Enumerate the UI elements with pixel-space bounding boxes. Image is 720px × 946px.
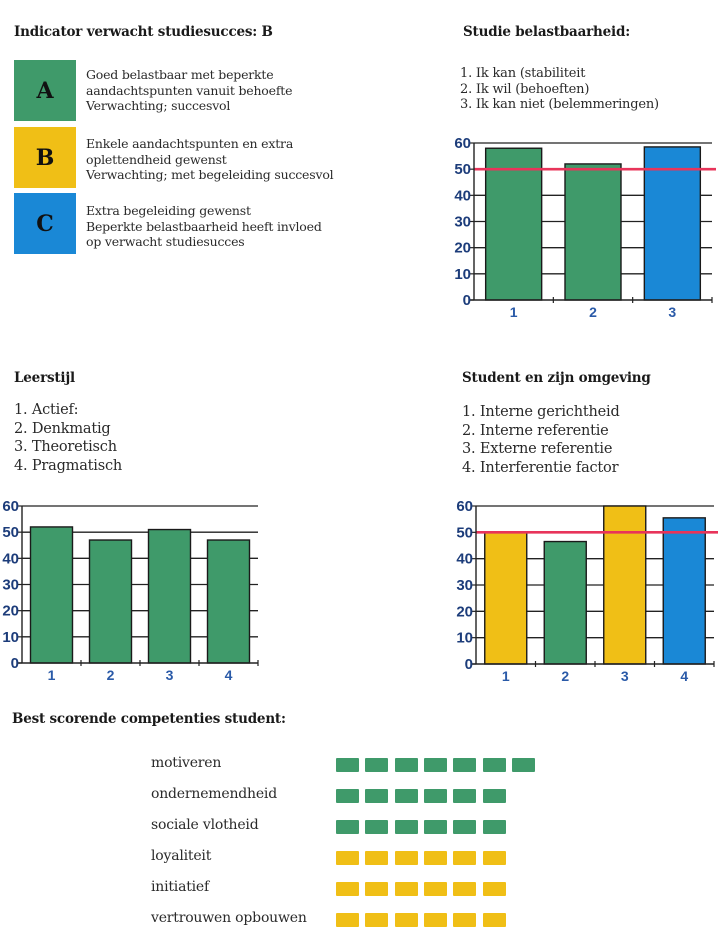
- bar: [663, 518, 705, 664]
- list-item: 4. Pragmatisch: [14, 457, 123, 474]
- score-block: [424, 789, 447, 803]
- legend-line: Goed belastbaar met beperkte: [86, 67, 274, 82]
- legend-letter-b: B: [35, 144, 55, 171]
- list-item: 3. Theoretisch: [14, 439, 117, 455]
- score-block: [453, 758, 476, 772]
- y-tick-label: 0: [10, 655, 19, 672]
- x-tick-label: 3: [620, 668, 629, 684]
- bar: [90, 540, 132, 663]
- competentie-label: sociale vlotheid: [151, 817, 259, 833]
- score-block: [336, 789, 359, 803]
- legend-line: Enkele aandachtspunten en extra: [86, 136, 294, 151]
- omgeving-chart: [440, 490, 720, 690]
- score-block: [453, 851, 476, 865]
- score-block: [512, 758, 535, 772]
- competentie-label: vertrouwen opbouwen: [151, 910, 307, 926]
- y-tick-label: 20: [456, 603, 473, 621]
- bar: [544, 542, 586, 664]
- score-block: [483, 851, 506, 865]
- legend-box-a: [14, 60, 76, 121]
- list-item: 1. Interne gerichtheid: [462, 404, 620, 420]
- score-block: [365, 758, 388, 772]
- score-block: [453, 820, 476, 834]
- score-block: [424, 758, 447, 772]
- legend-text-b: [86, 136, 333, 183]
- belastbaarheid-list: [460, 66, 659, 113]
- score-block: [395, 913, 418, 927]
- competentie-label: motiveren: [151, 755, 222, 771]
- list-item: 2. Interne referentie: [462, 422, 609, 439]
- list-item: 1. Actief:: [14, 402, 79, 418]
- y-tick-label: 10: [454, 265, 471, 283]
- legend-line: oplettendheid gewenst: [86, 151, 227, 167]
- y-tick-label: 60: [454, 135, 471, 152]
- score-block: [395, 758, 418, 772]
- score-block: [424, 882, 447, 896]
- score-block: [395, 789, 418, 803]
- score-block: [395, 882, 418, 896]
- competenties-title: Best scorende competenties student:: [12, 711, 286, 727]
- bar: [485, 532, 527, 664]
- y-tick-label: 20: [454, 239, 471, 257]
- y-tick-label: 60: [2, 498, 19, 515]
- y-tick-label: 20: [2, 602, 19, 620]
- score-block: [336, 820, 359, 834]
- legend-text-c: [86, 203, 322, 250]
- x-tick-label: 2: [561, 668, 570, 684]
- omgeving-list: [462, 403, 620, 477]
- score-block: [336, 882, 359, 896]
- score-block: [365, 820, 388, 834]
- y-tick-label: 10: [456, 629, 473, 647]
- bar: [208, 540, 250, 663]
- y-tick-label: 0: [464, 656, 473, 673]
- belastbaarheid-title: Studie belastbaarheid:: [463, 24, 630, 40]
- score-block: [336, 851, 359, 865]
- score-block: [483, 820, 506, 834]
- score-block: [336, 913, 359, 927]
- x-tick-label: 2: [589, 304, 597, 320]
- score-block: [336, 758, 359, 772]
- score-block: [365, 882, 388, 896]
- score-block: [453, 882, 476, 896]
- leerstijl-list: [14, 401, 122, 475]
- list-item: 2. Ik wil (behoeften): [460, 81, 590, 97]
- score-block: [483, 758, 506, 772]
- y-tick-label: 30: [2, 576, 19, 594]
- y-tick-label: 0: [462, 292, 471, 309]
- bar: [565, 164, 621, 300]
- y-tick-label: 30: [454, 213, 471, 231]
- score-block: [395, 851, 418, 865]
- omgeving-title: Student en zijn omgeving: [462, 370, 651, 386]
- leerstijl-title: Leerstijl: [14, 370, 75, 386]
- x-tick-label: 1: [47, 667, 56, 683]
- score-block: [365, 913, 388, 927]
- leerstijl-chart: [0, 490, 280, 690]
- competentie-label: loyaliteit: [151, 848, 212, 864]
- score-block: [453, 913, 476, 927]
- legend-line: Extra begeleiding gewenst: [86, 203, 251, 218]
- y-tick-label: 40: [454, 187, 471, 205]
- x-tick-label: 3: [668, 304, 677, 320]
- legend-line: Beperkte belastbaarheid heeft invloed: [86, 218, 322, 234]
- score-block: [424, 820, 447, 834]
- legend-line: aandachtspunten vanuit behoefte: [86, 82, 293, 98]
- y-tick-label: 60: [456, 498, 473, 515]
- y-tick-label: 30: [456, 577, 473, 594]
- score-block: [395, 820, 418, 834]
- score-block: [365, 851, 388, 865]
- score-block: [424, 851, 447, 865]
- x-tick-label: 3: [165, 667, 174, 683]
- belastbaarheid-chart: [440, 130, 720, 330]
- competentie-label: ondernemendheid: [151, 786, 277, 802]
- y-tick-label: 50: [456, 524, 473, 542]
- legend-box-c: [14, 193, 76, 254]
- list-item: 3. Externe referentie: [462, 441, 613, 457]
- y-tick-label: 50: [454, 161, 471, 179]
- score-block: [365, 789, 388, 803]
- legend-letter-a: A: [36, 77, 54, 104]
- x-tick-label: 1: [509, 304, 518, 320]
- legend-line: Verwachting; met begeleiding succesvol: [86, 167, 334, 182]
- list-item: 1. Ik kan (stabiliteit: [460, 66, 586, 81]
- score-block: [453, 789, 476, 803]
- bar: [149, 530, 191, 663]
- bar: [31, 527, 73, 663]
- legend-line: Verwachting; succesvol: [86, 98, 231, 113]
- bar: [486, 148, 542, 300]
- indicator-title: Indicator verwacht studiesucces: B: [14, 24, 273, 40]
- score-block: [483, 789, 506, 803]
- y-tick-label: 50: [2, 524, 19, 542]
- x-tick-label: 1: [501, 668, 510, 684]
- score-block: [424, 913, 447, 927]
- x-tick-label: 4: [680, 668, 689, 684]
- bar: [604, 506, 646, 664]
- list-item: 2. Denkmatig: [14, 420, 111, 437]
- y-tick-label: 40: [456, 550, 473, 568]
- x-tick-label: 4: [224, 667, 233, 683]
- legend-line: op verwacht studiesucces: [86, 234, 245, 249]
- y-tick-label: 40: [2, 550, 19, 568]
- list-item: 4. Interferentie factor: [462, 459, 619, 476]
- list-item: 3. Ik kan niet (belemmeringen): [460, 97, 659, 112]
- competentie-label: initiatief: [151, 879, 209, 895]
- legend-text-a: [86, 67, 292, 114]
- score-block: [483, 882, 506, 896]
- x-tick-label: 2: [106, 667, 115, 683]
- score-block: [483, 913, 506, 927]
- y-tick-label: 10: [2, 628, 19, 646]
- legend-letter-c: C: [36, 210, 54, 237]
- legend-box-b: [14, 127, 76, 188]
